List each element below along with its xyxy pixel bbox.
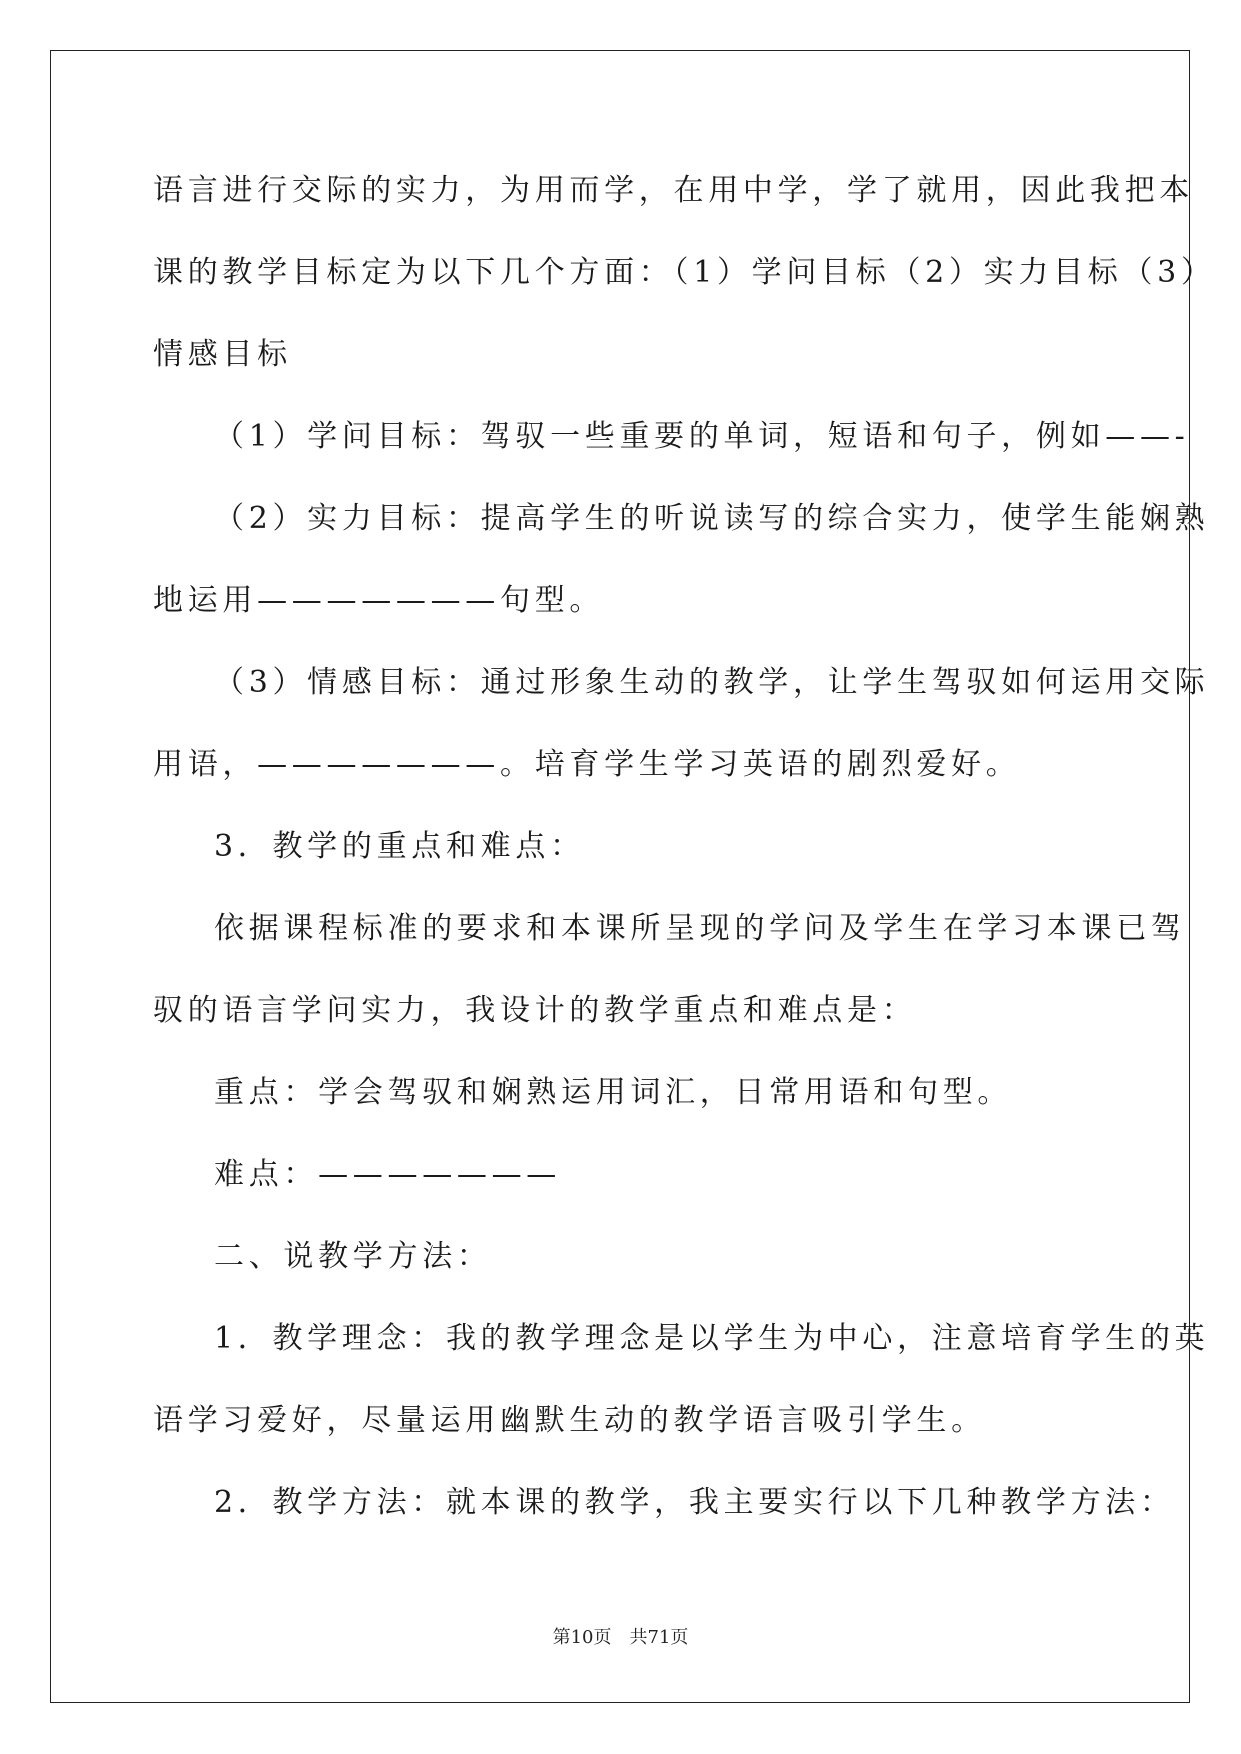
body-text-line: 语言进行交际的实力，为用而学，在用中学，学了就用，因此我把本 <box>153 173 1194 208</box>
body-text-line: 驭的语言学问实力，我设计的教学重点和难点是： <box>153 993 917 1028</box>
body-text-line: 用语，———————。培育学生学习英语的剧烈爱好。 <box>153 747 1021 782</box>
body-text-line: 重点：学会驾驭和娴熟运用词汇，日常用语和句型。 <box>214 1075 1013 1110</box>
body-text-line: 地运用———————句型。 <box>153 583 605 618</box>
body-text-line: 难点：——————— <box>214 1157 561 1192</box>
body-text-line: （2）实力目标：提高学生的听说读写的综合实力，使学生能娴熟 <box>214 501 1210 536</box>
page-number: 第10页 <box>552 1627 612 1648</box>
page-border <box>50 50 1190 1703</box>
body-text-line: 语学习爱好，尽量运用幽默生动的教学语言吸引学生。 <box>153 1403 986 1438</box>
body-text-line: （3）情感目标：通过形象生动的教学，让学生驾驭如何运用交际 <box>214 665 1210 700</box>
body-text-line: 情感目标 <box>153 337 292 372</box>
page-footer <box>0 1626 1241 1650</box>
body-text-line: 2．教学方法：就本课的教学，我主要实行以下几种教学方法： <box>214 1485 1175 1520</box>
section-heading: 3．教学的重点和难点： <box>214 829 585 864</box>
body-text-line: 1．教学理念：我的教学理念是以学生为中心，注意培育学生的英 <box>214 1321 1210 1356</box>
body-text-line: 依据课程标准的要求和本课所呈现的学问及学生在学习本课已驾 <box>214 911 1186 946</box>
page-total: 共71页 <box>629 1627 689 1648</box>
section-heading: 二、说教学方法： <box>214 1239 492 1274</box>
body-text-line: （1）学问目标：驾驭一些重要的单词，短语和句子，例如——- <box>214 419 1190 454</box>
body-text-line: 课的教学目标定为以下几个方面：（1）学问目标（2）实力目标（3） <box>153 255 1216 290</box>
